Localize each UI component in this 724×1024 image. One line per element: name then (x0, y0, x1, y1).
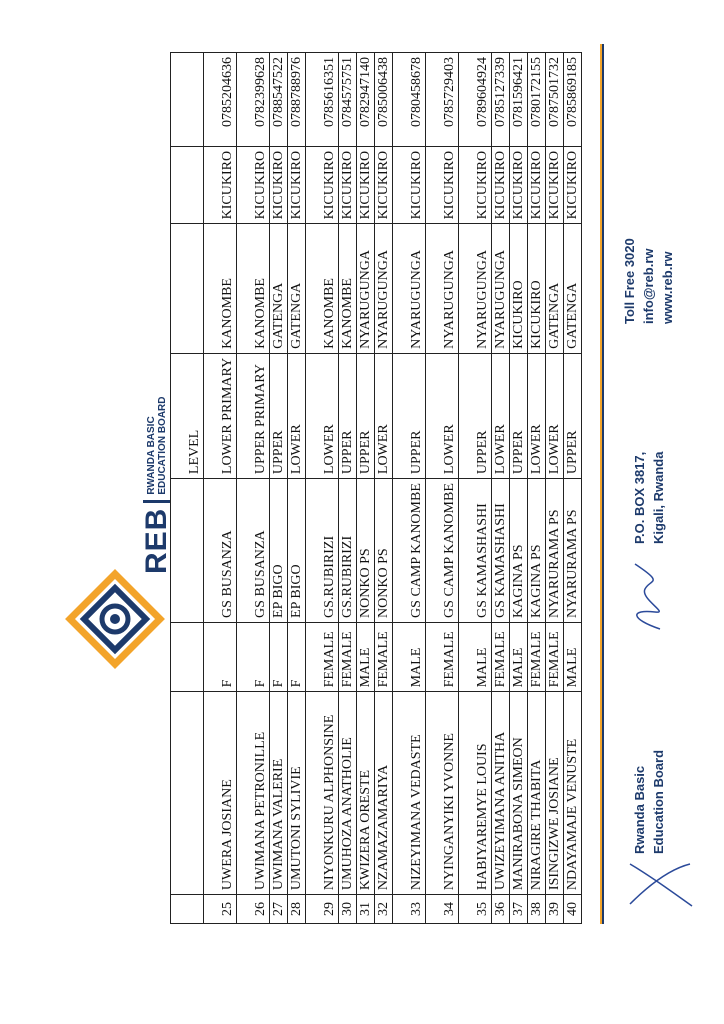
teaching-level: UPPER (357, 353, 375, 478)
row-number: 30 (339, 895, 357, 924)
table-row (528, 53, 546, 924)
teachers-table (170, 52, 582, 924)
teacher-name: UWIMANA PETRONILLE (237, 692, 270, 895)
district-name: KICUKIRO (492, 146, 510, 223)
row-number: 40 (564, 895, 582, 924)
school-name: GS BUSANZA (204, 479, 237, 623)
row-number: 29 (306, 895, 339, 924)
table-row (564, 53, 582, 924)
row-number: 32 (375, 895, 393, 924)
teacher-sex: F (288, 622, 306, 691)
row-number: 26 (237, 895, 270, 924)
teaching-level: UPPER PRIMARY (237, 353, 270, 478)
school-name: GS CAMP KANOMBE (426, 479, 459, 623)
teacher-name: NZAMAZAMARIYA (375, 692, 393, 895)
school-name: GS BUSANZA (237, 479, 270, 623)
school-name: NYARURAMA PS (564, 479, 582, 623)
table-row (459, 53, 492, 924)
school-name: GS.RUBIRIZI (339, 479, 357, 623)
sector-name: KANOMBE (204, 224, 237, 353)
teaching-level: LOWER (546, 353, 564, 478)
sector-name: NYARUGUNGA (492, 224, 510, 353)
sector-name: GATENGA (546, 224, 564, 353)
district-name: KICUKIRO (306, 146, 339, 223)
reb-name-line2: EDUCATION BOARD (157, 396, 168, 495)
phone-number: 0780172155 (528, 53, 546, 147)
phone-number: 0782947140 (357, 53, 375, 147)
phone-number: 0784575751 (339, 53, 357, 147)
footer-org-line1: Rwanda Basic (632, 765, 647, 854)
footer-website[interactable]: www.reb.rw (660, 251, 675, 324)
teacher-name: UWIMANA VALERIE (270, 692, 288, 895)
signature-icon (620, 854, 700, 914)
row-number: 37 (510, 895, 528, 924)
district-name: KICUKIRO (510, 146, 528, 223)
header (60, 397, 174, 675)
phone-number: 0788788976 (288, 53, 306, 147)
district-name: KICUKIRO (375, 146, 393, 223)
row-number: 39 (546, 895, 564, 924)
sector-name: KANOMBE (339, 224, 357, 353)
phone-number: 0780458678 (393, 53, 426, 147)
header-cell-name (171, 692, 204, 895)
school-name: NONKO PS (357, 479, 375, 623)
teaching-level: UPPER (393, 353, 426, 478)
row-number: 38 (528, 895, 546, 924)
teaching-level: LOWER (375, 353, 393, 478)
teacher-sex: FEMALE (375, 622, 393, 691)
table-row (426, 53, 459, 924)
teacher-name: ISINGIZWE JOSIANE (546, 692, 564, 895)
footer-address (630, 452, 668, 544)
table-row (357, 53, 375, 924)
header-cell-district (171, 146, 204, 223)
table-row (546, 53, 564, 924)
teaching-level: LOWER (492, 353, 510, 478)
school-name: GS.RUBIRIZI (306, 479, 339, 623)
teacher-name: UWIZEYIMANA ANITHA (492, 692, 510, 895)
table-row (288, 53, 306, 924)
sector-name: KICUKIRO (528, 224, 546, 353)
teacher-sex: FEMALE (546, 622, 564, 691)
teaching-level: UPPER (564, 353, 582, 478)
footer-tollfree: Toll Free 3020 (622, 238, 637, 324)
phone-number: 0785006438 (375, 53, 393, 147)
initials-icon (620, 554, 680, 634)
school-name: GS KAMASHASHI (492, 479, 510, 623)
footer-org-line2: Education Board (651, 749, 666, 854)
district-name: KICUKIRO (288, 146, 306, 223)
row-number: 36 (492, 895, 510, 924)
phone-number: 0785204636 (204, 53, 237, 147)
sector-name: GATENGA (564, 224, 582, 353)
header-cell-sector (171, 224, 204, 353)
phone-number: 0785869185 (564, 53, 582, 147)
teacher-name: HABIYAREMYE LOUIS (459, 692, 492, 895)
teacher-sex: FEMALE (528, 622, 546, 691)
phone-number: 0785729403 (426, 53, 459, 147)
table-row (306, 53, 339, 924)
teacher-sex: MALE (357, 622, 375, 691)
table-row (492, 53, 510, 924)
reb-separator (143, 500, 171, 503)
teacher-sex: MALE (393, 622, 426, 691)
teaching-level: LOWER (306, 353, 339, 478)
school-name: KAGINA PS (510, 479, 528, 623)
footer-email[interactable]: info@reb.rw (641, 248, 656, 324)
district-name: KICUKIRO (357, 146, 375, 223)
school-name: GS KAMASHASHI (459, 479, 492, 623)
sector-name: NYARUGUNGA (426, 224, 459, 353)
sector-name: GATENGA (288, 224, 306, 353)
phone-number: 0781596421 (510, 53, 528, 147)
phone-number: 0785127339 (492, 53, 510, 147)
row-number: 31 (357, 895, 375, 924)
sector-name: NYARUGUNGA (357, 224, 375, 353)
teacher-sex: FEMALE (426, 622, 459, 691)
district-name: KICUKIRO (546, 146, 564, 223)
row-number: 34 (426, 895, 459, 924)
header-cell-phone (171, 53, 204, 147)
district-name: KICUKIRO (204, 146, 237, 223)
teacher-sex: F (237, 622, 270, 691)
row-number: 35 (459, 895, 492, 924)
teaching-level: UPPER (270, 353, 288, 478)
row-number: 25 (204, 895, 237, 924)
header-cell-level: LEVEL (171, 353, 204, 478)
teacher-name: NIYONKURU ALPHONSINE (306, 692, 339, 895)
row-number: 27 (270, 895, 288, 924)
phone-number: 0782399628 (237, 53, 270, 147)
teaching-level: UPPER (510, 353, 528, 478)
header-cell-sex (171, 622, 204, 691)
phone-number: 0785616351 (306, 53, 339, 147)
table-header-row (171, 53, 204, 924)
sector-name: NYARUGUNGA (375, 224, 393, 353)
district-name: KICUKIRO (237, 146, 270, 223)
table-row (393, 53, 426, 924)
sector-name: KICUKIRO (510, 224, 528, 353)
school-name: NYARURAMA PS (546, 479, 564, 623)
teacher-sex: FEMALE (339, 622, 357, 691)
phone-number: 0788547522 (270, 53, 288, 147)
footer (600, 44, 710, 924)
teacher-sex: MALE (459, 622, 492, 691)
school-name: NONKO PS (375, 479, 393, 623)
teaching-level: UPPER (459, 353, 492, 478)
table-row (270, 53, 288, 924)
district-name: KICUKIRO (426, 146, 459, 223)
footer-org (630, 750, 668, 854)
teaching-level: LOWER (426, 353, 459, 478)
teacher-sex: F (270, 622, 288, 691)
school-name: GS CAMP KANOMBE (393, 479, 426, 623)
footer-divider-blue (602, 44, 604, 924)
reb-name-line1: RWANDA BASIC (146, 416, 157, 495)
reb-wordmark (140, 397, 174, 575)
teacher-name: NIZEYIMANA VEDASTE (393, 692, 426, 895)
table-row (237, 53, 270, 924)
school-name: EP BIGO (288, 479, 306, 623)
teacher-sex: MALE (564, 622, 582, 691)
sector-name: GATENGA (270, 224, 288, 353)
teacher-name: MANIRABONA SIMEON (510, 692, 528, 895)
footer-contacts (620, 238, 677, 324)
district-name: KICUKIRO (339, 146, 357, 223)
school-name: EP BIGO (270, 479, 288, 623)
reb-mark: REB (140, 507, 173, 574)
teaching-level: LOWER PRIMARY (204, 353, 237, 478)
reb-name (146, 397, 168, 495)
district-name: KICUKIRO (459, 146, 492, 223)
teacher-sex: FEMALE (306, 622, 339, 691)
table-row (375, 53, 393, 924)
teacher-name: KWIZERA ORESTE (357, 692, 375, 895)
teacher-sex: MALE (510, 622, 528, 691)
sector-name: NYARUGUNGA (393, 224, 426, 353)
teacher-name: NIRAGIRE THABITA (528, 692, 546, 895)
table-row (204, 53, 237, 924)
teaching-level: LOWER (528, 353, 546, 478)
teacher-name: NDAYAMAJE VENUSTE (564, 692, 582, 895)
teacher-sex: FEMALE (492, 622, 510, 691)
teacher-name: UWERA JOSIANE (204, 692, 237, 895)
district-name: KICUKIRO (528, 146, 546, 223)
sector-name: KANOMBE (306, 224, 339, 353)
district-name: KICUKIRO (270, 146, 288, 223)
district-name: KICUKIRO (564, 146, 582, 223)
school-name: KAGINA PS (528, 479, 546, 623)
sector-name: NYARUGUNGA (459, 224, 492, 353)
teacher-name: UMUHOZA ANATHOLIE (339, 692, 357, 895)
header-cell-no (171, 895, 204, 924)
reb-logo-icon (62, 564, 172, 674)
footer-address-line1: P.O. BOX 3817, (632, 451, 647, 544)
table-row (339, 53, 357, 924)
sector-name: KANOMBE (237, 224, 270, 353)
teacher-name: UMUTONI SYLIVIE (288, 692, 306, 895)
row-number: 33 (393, 895, 426, 924)
table-row (510, 53, 528, 924)
phone-number: 0789604924 (459, 53, 492, 147)
district-name: KICUKIRO (393, 146, 426, 223)
teacher-sex: F (204, 622, 237, 691)
row-number: 28 (288, 895, 306, 924)
header-cell-school (171, 479, 204, 623)
footer-address-line2: Kigali, Rwanda (651, 451, 666, 544)
teacher-name: NYINGANYIKI YVONNE (426, 692, 459, 895)
teaching-level: UPPER (339, 353, 357, 478)
phone-number: 0787501732 (546, 53, 564, 147)
teaching-level: LOWER (288, 353, 306, 478)
